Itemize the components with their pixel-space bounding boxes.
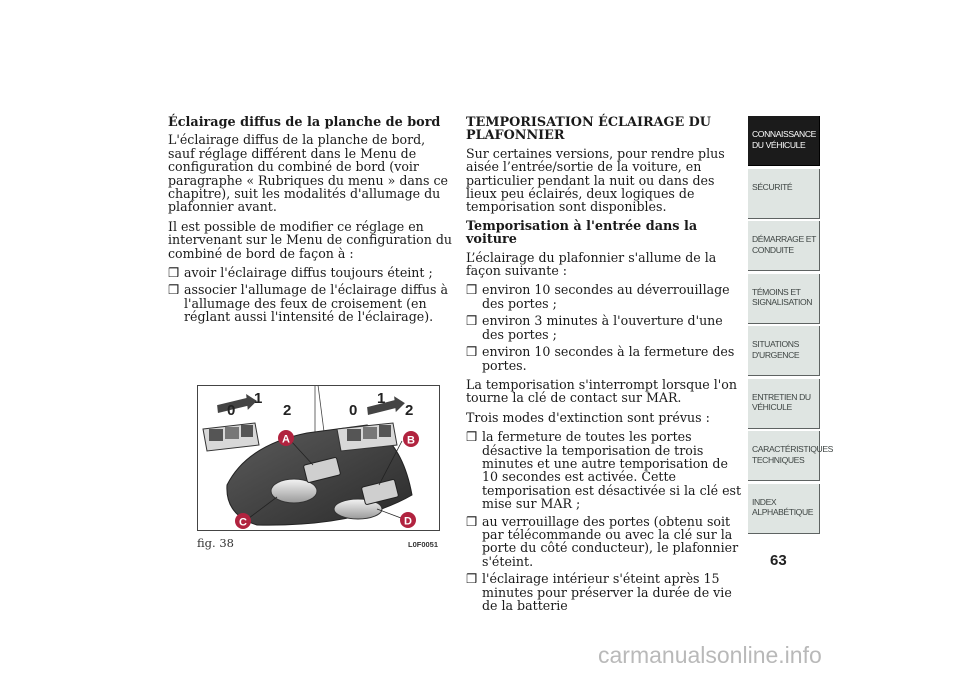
watermark: carmanualsonline.info: [598, 642, 822, 668]
ceiling-light-figure: [197, 385, 440, 531]
list-item: ❒ environ 10 secondes au déverrouillage des portes ;: [466, 282, 730, 311]
paragraph: Il est possible de modifier ce réglage en intervenant sur le Menu de configuration du combiné de bord de façon à :: [168, 218, 453, 261]
tab-temoins-signalisation[interactable]: TÉMOINS ET SIGNALISATION: [748, 274, 820, 324]
checkbox-bullet-icon: ❒: [168, 282, 180, 298]
chapter-tabs: [748, 116, 833, 536]
paragraph: La temporisation s'interrompt lorsque l'on tourne la clé de contact sur MAR.: [466, 376, 737, 406]
right-column: [466, 116, 742, 616]
checkbox-bullet-icon: ❒: [168, 265, 180, 281]
inset-left-0: 0: [227, 402, 236, 419]
label-c: C: [239, 516, 247, 529]
inset-right-0: 0: [349, 402, 358, 419]
list-item: ❒ environ 10 secondes à la fermeture des portes.: [466, 344, 735, 373]
section-heading: Éclairage diffus de la planche de bord: [168, 115, 441, 130]
inset-left-2: 2: [283, 402, 292, 419]
inset-left-1: 1: [254, 390, 263, 407]
list-item: ❒ au verrouillage des portes (obtenu soit par télécommande ou avec la clé sur la porte du côté conducteur), le plafonnier s'éteint.: [466, 513, 739, 569]
tab-situations-urgence[interactable]: SITUATIONS D'URGENCE: [748, 326, 820, 376]
paragraph: Sur certaines versions, pour rendre plus aisée l’entrée/sortie de la voiture, en particulier pendant la nuit ou dans des lieux peu éclairés, deux logiques de temporisation sont disponibles.: [466, 145, 725, 215]
inset-right-1: 1: [377, 390, 386, 407]
list-item: ❒ la fermeture de toutes les portes désactive la temporisation de trois minutes et une autre temporisation de 10 secondes est activée. Cette temporisation est désactivée si la clé est mise sur MAR ;: [466, 429, 742, 512]
checkbox-bullet-icon: ❒: [466, 571, 478, 587]
label-d: D: [404, 515, 412, 528]
left-column: [168, 116, 453, 328]
tab-index-alphabetique[interactable]: INDEX ALPHABÉTIQUE: [748, 484, 820, 534]
checkbox-bullet-icon: ❒: [466, 429, 478, 445]
tab-securite[interactable]: SÉCURITÉ: [748, 169, 820, 219]
inset-right-2: 2: [405, 402, 414, 419]
paragraph: L’éclairage du plafonnier s'allume de la façon suivante :: [466, 249, 717, 279]
checkbox-bullet-icon: ❒: [466, 282, 478, 298]
list-item: ❒ environ 3 minutes à l'ouverture d'une des portes ;: [466, 313, 723, 342]
list-item: ❒ associer l'allumage de l'éclairage diffus à l'allumage des feux de croisement (en réglant aussi l'intensité de l'éclairage).: [168, 282, 448, 325]
checkbox-bullet-icon: ❒: [466, 313, 478, 329]
list-item: ❒ avoir l'éclairage diffus toujours éteint ;: [168, 265, 433, 281]
section-heading: TEMPORISATION ÉCLAIRAGE DU PLAFONNIER: [466, 115, 711, 144]
list-item: ❒ l'éclairage intérieur s'éteint après 15 minutes pour préserver la durée de vie de la batterie: [466, 571, 732, 613]
tab-entretien-vehicule[interactable]: ENTRETIEN DU VÉHICULE: [748, 379, 820, 429]
page-number: 63: [770, 552, 787, 569]
figure-code: L0F0051: [408, 540, 439, 549]
label-a: A: [282, 433, 290, 446]
checkbox-bullet-icon: ❒: [466, 513, 478, 529]
tab-caracteristiques-techniques[interactable]: CARACTÉRISTIQUES TECHNIQUES: [748, 431, 820, 481]
paragraph: L'éclairage diffus de la planche de bord, sauf réglage différent dans le Menu de configuration du combiné de bord (voir paragraphe « Rubriques du menu » dans ce chapitre), suit les modalités d'allumage du plafonnier avant.: [168, 132, 448, 215]
subheading: Temporisation à l'entrée dans la voiture: [466, 218, 698, 248]
paragraph: Trois modes d'extinction sont prévus :: [466, 409, 710, 425]
checkbox-bullet-icon: ❒: [466, 344, 478, 360]
label-b: B: [407, 434, 415, 447]
tab-connaissance-vehicule[interactable]: CONNAISSANCE DU VÉHICULE: [748, 116, 820, 166]
tab-demarrage-conduite[interactable]: DÉMARRAGE ET CONDUITE: [748, 221, 820, 271]
figure-caption: fig. 38: [197, 536, 234, 550]
